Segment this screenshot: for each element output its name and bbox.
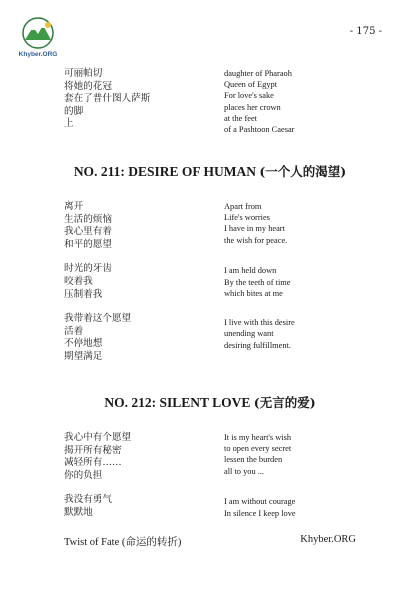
stanza [64,432,204,482]
english-column [224,432,364,532]
zh-line: 减轻所有…… [64,457,122,469]
stanza [224,201,364,251]
zh-line: 压制着我 [64,288,103,300]
en-line: unending want [224,329,274,339]
stanza [64,201,204,251]
zh-line: 我没有勇气 [64,494,112,506]
zh-line: 套在了普什图人萨斯 [64,93,151,105]
en-line: to open every secret [224,444,292,454]
en-line: In silence I keep love [224,508,296,518]
en-line: of a Pashtoon Caesar [224,125,295,135]
stanza [224,432,364,482]
en-line: which bites at me [224,288,283,298]
en-line: Life's worries [224,213,270,223]
zh-line: 我心中有个愿望 [64,432,132,443]
zh-line: 咬着我 [64,275,93,287]
en-line: I am without courage [224,497,296,507]
poem-continuation [64,68,364,135]
zh-line: 可丽帕切 [64,68,103,79]
zh-line: 离开 [64,201,84,212]
zh-line: 不停地想 [64,338,103,350]
heading-english: NO. 211: DESIRE OF HUMAN [73,164,256,179]
khyber-logo [18,16,58,58]
stanza [224,496,364,518]
en-line: lessen the burden [224,455,283,465]
stanza [64,263,204,301]
zh-line: 和平的愿望 [64,238,112,250]
en-line: desiring fulfillment. [224,340,291,350]
poem-212-heading [0,393,420,411]
poem-211-heading [0,162,420,180]
en-line: It is my heart's wish [224,433,292,442]
footer-book-title: Twist of Fate (命运的转折) [64,537,182,548]
en-line: the wish for peace. [224,235,288,245]
stanza [224,265,364,303]
zh-line: 将她的花冠 [64,80,112,92]
zh-line: 生活的烦恼 [64,213,112,225]
heading-chinese: (一个人的渴望) [259,164,347,179]
zh-line: 活着 [64,325,84,337]
poem-211-body [64,201,364,376]
chinese-column [64,201,204,376]
en-line: at the feet [224,113,258,123]
page-number: - 175 - [349,26,382,37]
english-column [224,201,364,376]
zh-line: 上 [64,118,74,130]
zh-line: 我心里有着 [64,226,112,238]
zh-line: 我带着这个愿望 [64,313,132,325]
english-column [224,68,364,135]
stanza [64,494,204,519]
en-line: daughter of Pharaoh [224,69,292,78]
en-line: all to you ... [224,466,265,476]
zh-line: 期望满足 [64,350,103,362]
logo-text: Khyber.ORG [18,51,58,58]
zh-line: 默默地 [64,506,93,518]
zh-line: 你的负担 [64,469,103,481]
zh-line: 揭开所有秘密 [64,444,122,456]
en-line: I live with this desire [224,318,295,328]
en-line: places her crown [224,102,281,112]
chinese-column [64,68,204,135]
en-line: I am held down [224,266,277,276]
stanza [224,317,364,351]
en-line: Queen of Egypt [224,80,278,90]
chinese-column [64,432,204,532]
en-line: For love's sake [224,91,274,101]
zh-line: 的脚 [64,105,84,117]
zh-line: 时光的牙齿 [64,263,112,275]
en-line: I have in my heart [224,224,285,234]
heading-english: NO. 212: SILENT LOVE [104,395,251,410]
footer-site: Khyber.ORG [300,534,356,545]
heading-chinese: (无言的爱) [253,395,316,410]
en-line: By the teeth of time [224,277,291,287]
en-line: Apart from [224,202,262,211]
stanza [64,313,204,363]
poem-212-body [64,432,364,532]
